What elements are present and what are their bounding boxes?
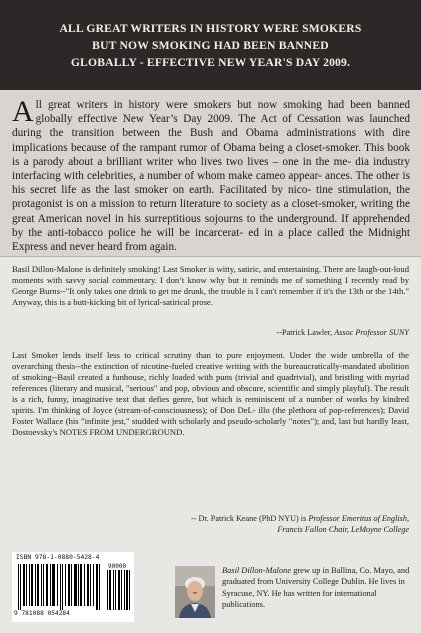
desc-line: implications because of the rampant rumor of Obama being a closet-smoker. [12,141,365,154]
review-2-line: Last Smoker lends itself less to critical scrutiny than to pure enjoyment. Under the wide [12,350,352,360]
banner-line-2: BUT NOW SMOKING HAD BEEN BANNED [92,39,329,52]
review-1-line: There are laugh-out-loud moments with savvy social commentary. I don’t know why but [12,264,409,285]
barcode-bars [16,564,132,610]
review-1-line: Basil Dillon-Malone is definitely smoking! Last Smoker is witty, satiric, and entertaining. [12,264,324,274]
desc-line: This book is a parody about a brilliant writer who lives two lives – one in the me- [12,141,410,168]
desc-line: the underground. If apprehended by the anti-tobacco police he will be incarcerat- [12,212,410,239]
review-2-line: umbrella of the overarching thesis--the extinction of nicotine-fueled creative writing with [12,350,409,371]
review-2-line: scholarly and pseudo-scholarly "notes"); and, last but hardly least, Dostoevsky's NOTES [12,416,409,437]
review-2-author-chair: Francis Fallon Chair, LeMoyne College [277,525,409,534]
desc-line: globally effective New Year’s Day 2009. The Act of Cessation was launched [35,113,410,126]
banner-line-1: ALL GREAT WRITERS IN HISTORY WERE SMOKERS [59,22,362,35]
review-2-line: is a rich, funny, imaginative text that defies genre, but which is reminiscent of a number [12,394,336,404]
author-bio-text: grew up in Ballina, Co. Mayo, and graduated from University College Dublin. He lives in Syracuse, NY. He has written for international publications. [222,566,410,610]
book-description [12,95,410,254]
review-2-attribution [60,513,409,535]
banner-line-3: GLOBALLY - EFFECTIVE NEW YEAR'S DAY 2009. [70,56,351,69]
review-2-line: the bureaucratically-mandated abolition of smoking--Basil created a funhouse, richly [12,361,409,382]
barcode [12,552,134,622]
review-2-text [12,350,409,438]
author-photo [175,566,215,618]
desc-line: tine stimulation, the protagonist is on a mission to return literature to society as [12,184,410,211]
review-2-line: FROM UNDERGROUND. [89,427,185,437]
desc-line: dia industry interfacing with celebrities, a number of whom make cameo appear- [12,155,410,183]
author-bio [222,565,412,611]
review-1-line: it reminds me of something I recently read by George Burns--"It only takes one drink to [12,275,409,296]
drop-cap: A [12,95,34,128]
review-2-author-title: Professor Emeritus of English, [308,514,409,523]
banner [0,0,421,90]
desc-line: ed in a place called the Midnight Express and never heard from again. [12,226,410,254]
review-2-line: musical, "serious" and pop, obvious and obscure, scientific and simply playful). The result [94,383,410,393]
review-2-author: -- Dr. Patrick Keane (PhD NYU) is [190,514,309,523]
review-2-line: of works by kindred spirits. I'm thinking of Joyce (stream-of-consciousness); of Don DeL- [12,394,409,415]
barcode-addon: 90000 [108,563,127,570]
ean-number: 9 781088 054284 [14,610,70,617]
review-1-attribution [150,327,409,338]
author-portrait-image [175,566,215,618]
desc-line: ances. The other is his secret life as the last smoker on earth. Facilitated by nico- [12,170,410,197]
isbn-number: ISBN 978-1-0880-5428-4 [16,554,100,561]
review-1-line: butt-kicking bit of lyrical-satirical prose. [73,297,213,307]
review-1-author: --Patrick Lawler, [276,328,335,337]
review-1-text [12,264,409,308]
author-name: Basil Dillon-Malone [222,566,292,575]
desc-line: during the transition between the Bush and Obama administrations with dire [12,127,410,140]
desc-line: a closet-smoker, writing the great American novel in his surreptitious sojourns to [12,198,410,225]
desc-line: ll great writers in history were smokers but now smoking had been banned [35,99,410,111]
review-2-line: loaded with puns (trivial and quadrivial), and bristling with myriad references (literary and [12,372,409,393]
review-2-line: illo (the plethora of pop-references); David Foster Wallace (his "infinite jest," studded with [12,405,409,426]
review-1-line: get me drunk, the trouble is I can't remember if it's the 13th or the 14th." Anyway, this is a [12,286,409,307]
review-1-author-title: Assoc Professor SUNY [334,328,409,337]
